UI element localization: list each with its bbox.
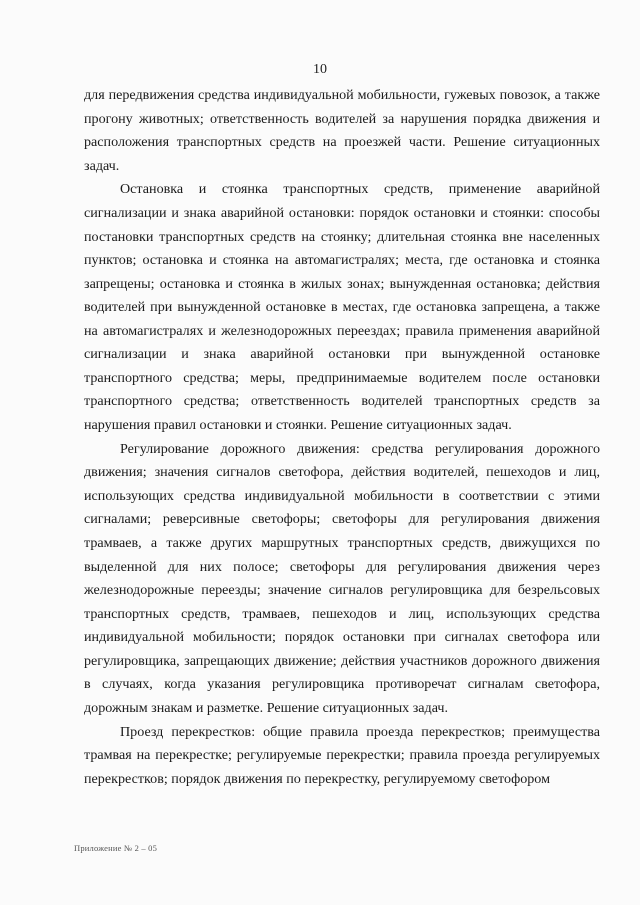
footer-note: Приложение № 2 – 05 bbox=[74, 843, 158, 853]
paragraph-1: для передвижения средства индивидуальной мобильности, гужевых повозок, а также прогону животных; ответственность водителей за нарушения порядка движения и расположения транспортных средств на проезжей части. Решение ситуационных задач. bbox=[84, 87, 600, 174]
page-number: 10 bbox=[313, 62, 327, 77]
paragraph-4: Проезд перекрестков: общие правила проезда перекрестков; преимущества трамвая на перекрестке; регулируемые перекрестки; правила проезда регулируемых перекрестков; порядок движения по перекрестку, регулируемому светофором bbox=[84, 723, 600, 787]
paragraph-2: Остановка и стоянка транспортных средств, применение аварийной сигнализации и знака аварийной остановки: порядок остановки и стоянки: способы постановки транспортных средств на стоянку; длительная стоянка вне населенных пунктов; остановка и стоянка на автомагистралях; места, где остановка и стоянка запрещены; остановка и стоянка в жилых зонах; вынужденная остановка; действия водителей при вынужденной остановке в местах, где остановка запрещена, а также на автомагистралях и железнодорожных переездах; правила применения аварийной сигнализации и знака аварийной остановки при вынужденной остановке транспортного средства; меры, предпринимаемые водителем после остановки транспортного средства; ответственность водителей транспортных средств за нарушения правил остановки и стоянки. Решение ситуационных задач. bbox=[84, 181, 600, 433]
body-text bbox=[84, 84, 600, 791]
paragraph-3: Регулирование дорожного движения: средства регулирования дорожного движения; значения сигналов светофора, действия водителей, пешеходов и лиц, использующих средства индивидуальной мобильности в соответствии с этими сигналами; реверсивные светофоры; светофоры для регулирования движения трамваев, а также других маршрутных транспортных средств, движущихся по выделенной для них полосе; светофоры для регулирования движения через железнодорожные переезды; значение сигналов регулировщика для безрельсовых транспортных средств, трамваев, пешеходов и лиц, использующих средства индивидуальной мобильности; порядок остановки при сигналах светофора или регулировщика, запрещающих движение; действия участников дорожного движения в случаях, когда указания регулировщика противоречат сигналам светофора, дорожным знакам и разметке. Решение ситуационных задач. bbox=[84, 440, 600, 716]
